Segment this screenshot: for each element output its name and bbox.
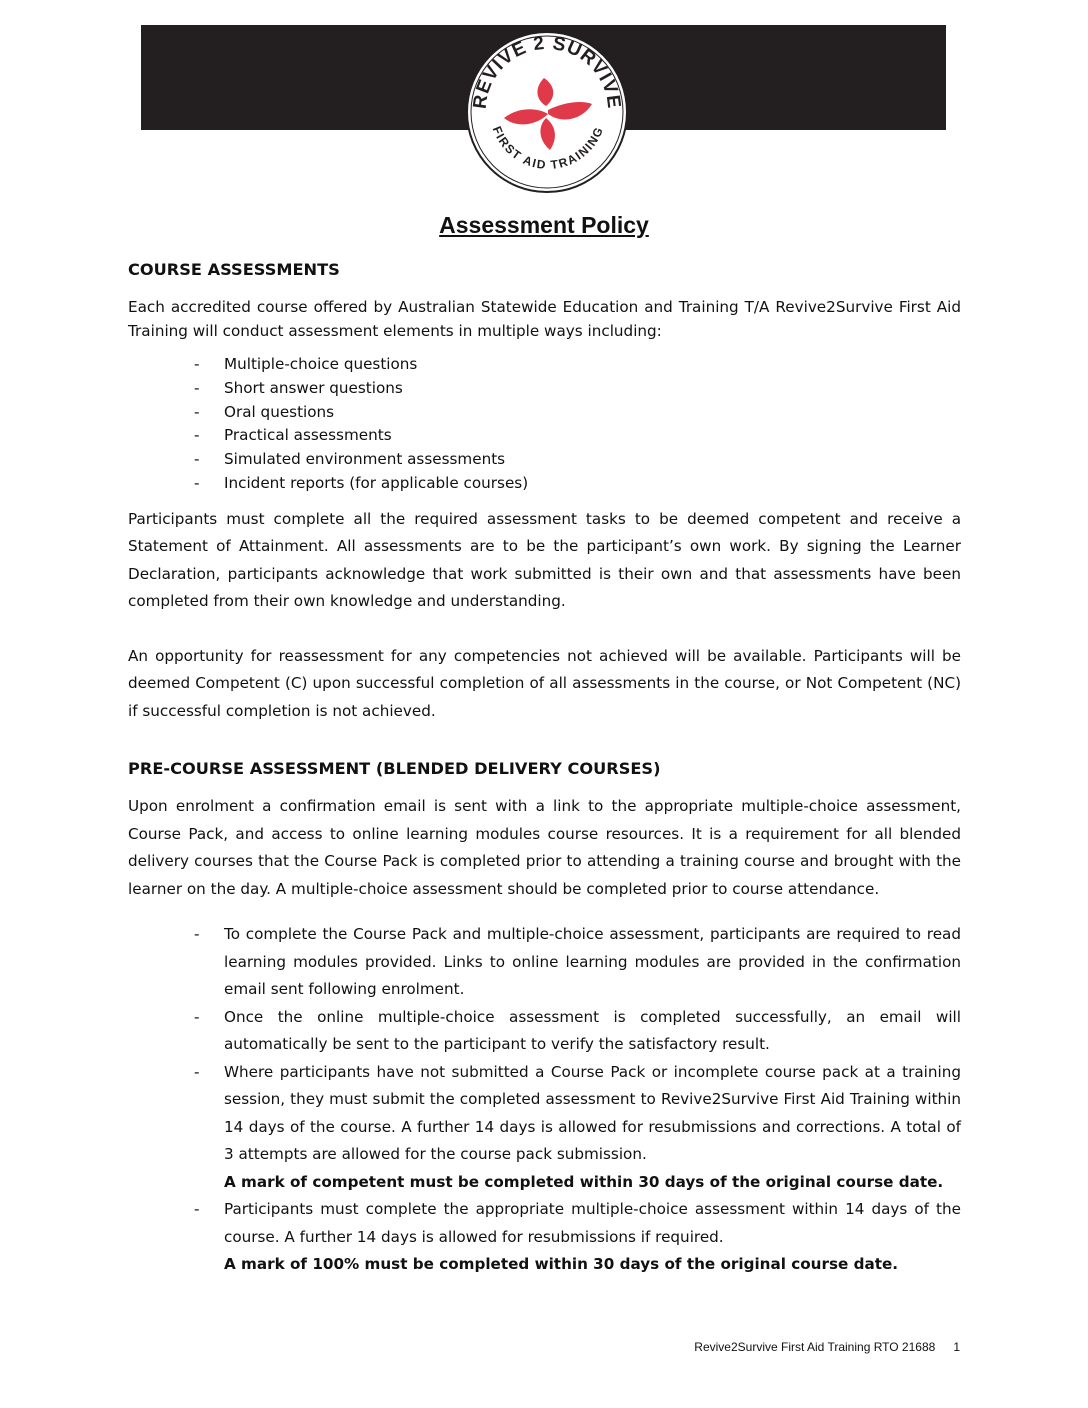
competency-paragraph: Participants must complete all the required assessment tasks to be deemed competent and receive a Statement of Attainment. All assessments are to be the participant’s own work. By signing the Learner Declaration, participants acknowledge that work submitted is their own and that assessments have been completed from their own knowledge and understanding. [128, 509, 961, 611]
list-item-text: Practical assessments [224, 426, 392, 445]
assessment-methods-list [128, 353, 961, 496]
list-item [128, 1059, 961, 1197]
list-item-text: Once the online multiple-choice assessment is completed successfully, an email will automatically be sent to the participant to verify the satisfactory result. [224, 1007, 961, 1054]
bullet-dash: - [194, 1062, 200, 1081]
list-item [128, 377, 961, 401]
list-item [128, 1004, 961, 1059]
bullet-dash: - [194, 355, 200, 373]
page-footer [694, 1340, 960, 1354]
bullet-dash: - [194, 473, 200, 492]
reassessment-paragraph: An opportunity for reassessment for any competencies not achieved will be available. Participants will be deemed Competent (C) upon successful completion of all assessments in the course, or Not Competent (NC) if successful completion is not achieved. [128, 646, 961, 720]
revive2survive-logo-icon [464, 26, 630, 198]
list-item [128, 1196, 961, 1279]
page-title: Assessment Policy [439, 212, 649, 238]
logo-text-top: REVIVE 2 SURVIVE [469, 32, 625, 111]
footer-text: Revive2Survive First Aid Training RTO 21688 [694, 1340, 936, 1354]
bullet-dash: - [194, 1200, 200, 1219]
list-item [128, 401, 961, 425]
course-assessments-intro: Each accredited course offered by Australian Statewide Education and Training T/A Revive2Survive First Aid Training will conduct assessment elements in multiple ways including: [128, 298, 961, 340]
list-item [128, 472, 961, 496]
list-item [128, 921, 961, 1004]
list-item-text: Participants must complete the appropriate multiple-choice assessment within 14 days of the course. A further 14 days is allowed for resubmissions if required. [224, 1200, 961, 1246]
list-item-text: Where participants have not submitted a Course Pack or incomplete course pack at a training session, they must submit the completed assessment to Revive2Survive First Aid Training within 14 days of the course. A further 14 days is allowed for resubmissions and corrections. A total of 3 attempts are allowed for the course pack submission. [224, 1062, 961, 1164]
bullet-dash: - [194, 378, 200, 397]
list-item-text: Simulated environment assessments [224, 450, 506, 469]
pre-course-requirements-list [128, 921, 961, 1279]
bold-requirement-course-pack: A mark of competent must be completed within 30 days of the original course date. [224, 1172, 944, 1191]
list-item-text: Multiple-choice questions [224, 355, 418, 373]
list-item [128, 448, 961, 472]
section-heading-pre-course-assessment: PRE-COURSE ASSESSMENT (BLENDED DELIVERY COURSES) [128, 759, 661, 779]
page-number: 1 [953, 1340, 960, 1354]
pre-course-intro: Upon enrolment a confirmation email is sent with a link to the appropriate multiple-choice assessment, Course Pack, and access to online learning modules course resources. It is a requirement for all blended delivery courses that the Course Pack is completed prior to attending a training course and brought with the learner on the day. A multiple-choice assessment should be completed prior to course attendance. [128, 797, 961, 898]
bullet-dash: - [194, 450, 200, 469]
list-item-text: Incident reports (for applicable courses) [224, 473, 529, 492]
list-item [128, 424, 961, 448]
section-heading-course-assessments: COURSE ASSESSMENTS [128, 260, 340, 279]
bullet-dash: - [194, 1007, 200, 1026]
list-item-text: Short answer questions [224, 378, 403, 397]
bullet-dash: - [194, 925, 200, 944]
logo-text-bottom: FIRST AID TRAINING [489, 124, 607, 173]
bold-requirement-multiple-choice: A mark of 100% must be completed within 30 days of the original course date. [224, 1255, 899, 1274]
list-item-text: Oral questions [224, 402, 335, 421]
bullet-dash: - [194, 426, 200, 445]
bullet-dash: - [194, 402, 200, 421]
list-item [128, 353, 961, 377]
list-item-text: To complete the Course Pack and multiple-choice assessment, participants are required to read learning modules provided. Links to online learning modules are provided in the confirmation email sent following enrolment. [224, 925, 961, 999]
document-body [128, 258, 961, 1279]
